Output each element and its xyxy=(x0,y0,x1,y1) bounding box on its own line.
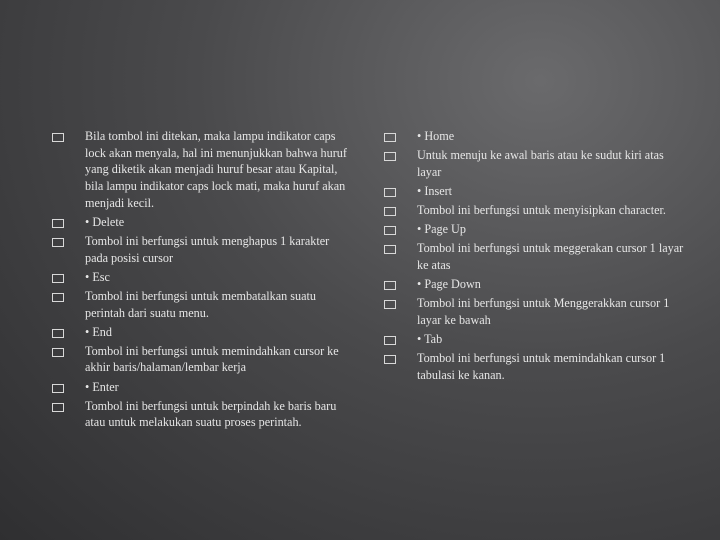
square-bullet-icon xyxy=(52,329,64,338)
square-bullet-icon xyxy=(52,133,64,142)
square-bullet-icon xyxy=(384,226,396,235)
list-item xyxy=(52,379,352,396)
right-bullet-list xyxy=(384,128,684,386)
list-item xyxy=(52,233,352,266)
list-item-text: • Home xyxy=(417,129,455,143)
list-item-text: • Tab xyxy=(417,331,443,346)
list-item xyxy=(384,295,684,328)
list-item-text: Bila tombol ini ditekan, maka lampu indikator caps lock akan menyala, hal ini menunjukkan bahwa huruf yang diketik akan menjadi huruf besar atau Kapital, bila lampu indikator caps lock mati, maka huruf akan menjadi kecil. xyxy=(85,129,347,210)
list-item xyxy=(384,350,684,383)
list-item-text: Tombol ini berfungsi untuk berpindah ke baris baru atau untuk melakukan suatu proses perintah. xyxy=(85,398,337,430)
list-item xyxy=(52,214,352,231)
square-bullet-icon xyxy=(52,219,64,228)
list-item-text: Untuk menuju ke awal baris atau ke sudut kiri atas layar xyxy=(417,148,664,179)
square-bullet-icon xyxy=(384,336,396,345)
square-bullet-icon xyxy=(384,207,396,216)
list-item xyxy=(384,202,684,219)
square-bullet-icon xyxy=(52,238,64,247)
list-item-text: • Delete xyxy=(85,214,125,229)
square-bullet-icon xyxy=(384,355,396,364)
square-bullet-icon xyxy=(384,245,396,254)
square-bullet-icon xyxy=(384,281,396,290)
left-bullet-list xyxy=(52,128,352,433)
list-item-text: Tombol ini berfungsi untuk memindahkan cursor ke akhir baris/halaman/lembar kerja xyxy=(85,343,339,375)
list-item xyxy=(52,324,352,341)
list-item xyxy=(52,398,352,431)
list-item xyxy=(52,128,352,212)
list-item xyxy=(384,240,684,273)
square-bullet-icon xyxy=(384,300,396,309)
list-item-text: Tombol ini berfungsi untuk menghapus 1 karakter pada posisi cursor xyxy=(85,234,330,265)
list-item-text: Tombol ini berfungsi untuk menyisipkan character. xyxy=(417,202,666,217)
list-item xyxy=(384,183,684,200)
list-item-text: • End xyxy=(85,324,112,339)
square-bullet-icon xyxy=(384,152,396,161)
list-item xyxy=(52,269,352,286)
square-bullet-icon xyxy=(384,133,396,142)
list-item-text: Tombol ini berfungsi untuk Menggerakkan cursor 1 layar ke bawah xyxy=(417,296,670,327)
list-item-text: • Page Down xyxy=(417,276,481,291)
list-item-text: Tombol ini berfungsi untuk memindahkan cursor 1 tabulasi ke kanan. xyxy=(417,350,666,382)
list-item xyxy=(384,221,684,238)
list-item xyxy=(384,128,684,145)
list-item xyxy=(384,276,684,293)
list-item-text: • Enter xyxy=(85,379,119,394)
list-item xyxy=(52,288,352,321)
list-item xyxy=(384,147,684,180)
list-item-text: Tombol ini berfungsi untuk membatalkan suatu perintah dari suatu menu. xyxy=(85,288,317,320)
square-bullet-icon xyxy=(384,188,396,197)
list-item xyxy=(384,331,684,348)
square-bullet-icon xyxy=(52,348,64,357)
list-item-text: Tombol ini berfungsi untuk meggerakan cursor 1 layar ke atas xyxy=(417,241,684,272)
square-bullet-icon xyxy=(52,403,64,412)
list-item-text: • Page Up xyxy=(417,222,466,237)
square-bullet-icon xyxy=(52,293,64,302)
square-bullet-icon xyxy=(52,384,64,393)
square-bullet-icon xyxy=(52,274,64,283)
list-item-text: • Insert xyxy=(417,183,453,198)
list-item xyxy=(52,343,352,376)
list-item-text: • Esc xyxy=(85,269,110,284)
